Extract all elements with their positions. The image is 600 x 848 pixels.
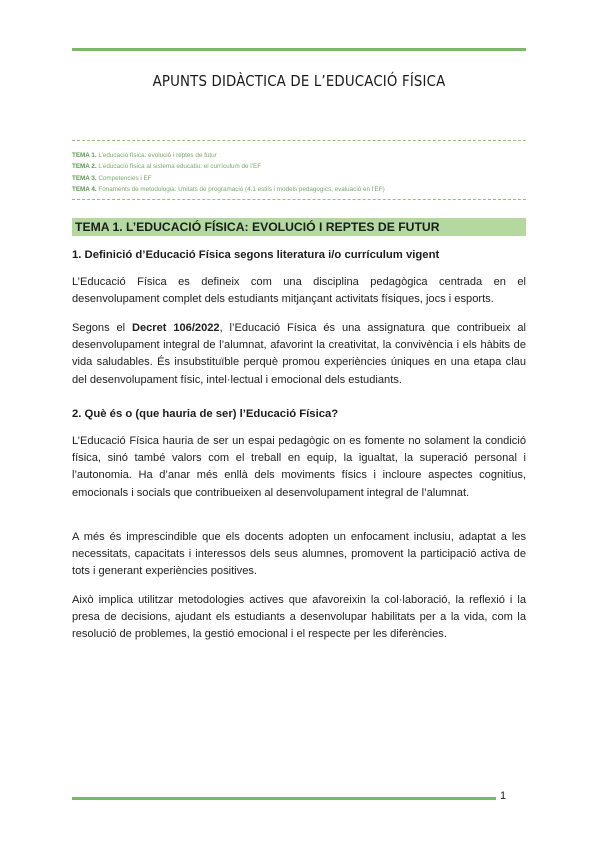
heading-what-is: 2. Què és o (que hauria de ser) l’Educació Física? [72,408,339,420]
top-rule [72,48,526,51]
toc-item[interactable]: TEMA 2. L’educació física al sistema educatiu: el currículum de l’EF [72,163,262,171]
toc-item[interactable]: TEMA 4. Fonaments de metodologia: Unitats de programació (4.1 estils i models pedagogics, evaluació en l’EF) [72,186,385,194]
paragraph-definition: L’Educació Física es defineix com una disciplina pedagògica centrada en el desenvolupament complet dels estudiants mitjançant activitats físiques, jocs i esports. [72,276,526,306]
page-number: 1 [500,790,507,802]
heading-definition: 1. Definició d’Educació Física segons literatura i/o currículum vigent [72,249,440,261]
paragraph-inclusive: A més és imprescindible que els docents adopten un enfocament inclusiu, adaptat a les necessitats, capacitats i interessos dels seus alumnes, promovent la participació activa de tots i generant experiències positives. [72,531,526,578]
decret-reference: Decret 106/2022 [131,322,220,334]
toc-item[interactable]: TEMA 1. L’educació física: evolució i reptes de futur [72,152,217,159]
paragraph-decret: Segons el Decret 106/2022, l’Educació Física és una assignatura que contribueix al desenvolupament integral de l’alumnat, afavorint la creativitat, la convivència i els hàbits de vida saludables. És insubstituïble perquè promou experiències úniques en una etapa clau del desenvolupament físic, intel·lectual i emocional dels estudiants. [72,322,526,386]
section-title: TEMA 1. L’EDUCACIÓ FÍSICA: EVOLUCIÓ I REPTES DE FUTUR [75,220,440,234]
toc-bottom-divider [72,199,526,200]
toc-item[interactable]: TEMA 3. Competencies i EF [72,174,152,182]
paragraph-what-is: L’Educació Física hauria de ser un espai pedagògic on es fomente no solament la condició física, sinó també valors com el treball en equip, la igualtat, la superació personal i l’autonomia. Ha d’anar més enllà dels moviments físics i incloure aspectes cognitius, emocionals i socials que contribueixen al desenvolupament integral de l’alumnat. [72,435,526,499]
bottom-rule [72,797,496,800]
document-title: APUNTS DIDÀCTICA DE L’EDUCACIÓ FÍSICA [152,72,446,90]
table-of-contents [72,150,532,196]
paragraph-methodology: Això implica utilitzar metodologies actives que afavoreixin la col·laboració, la reflexió i la presa de decisions, ajudant els estudiants a desenvolupar habilitats per a la vida, com la resolució de problemes, la gestió emocional i el respecte per les diferències. [72,594,526,641]
toc-top-divider [72,140,526,141]
